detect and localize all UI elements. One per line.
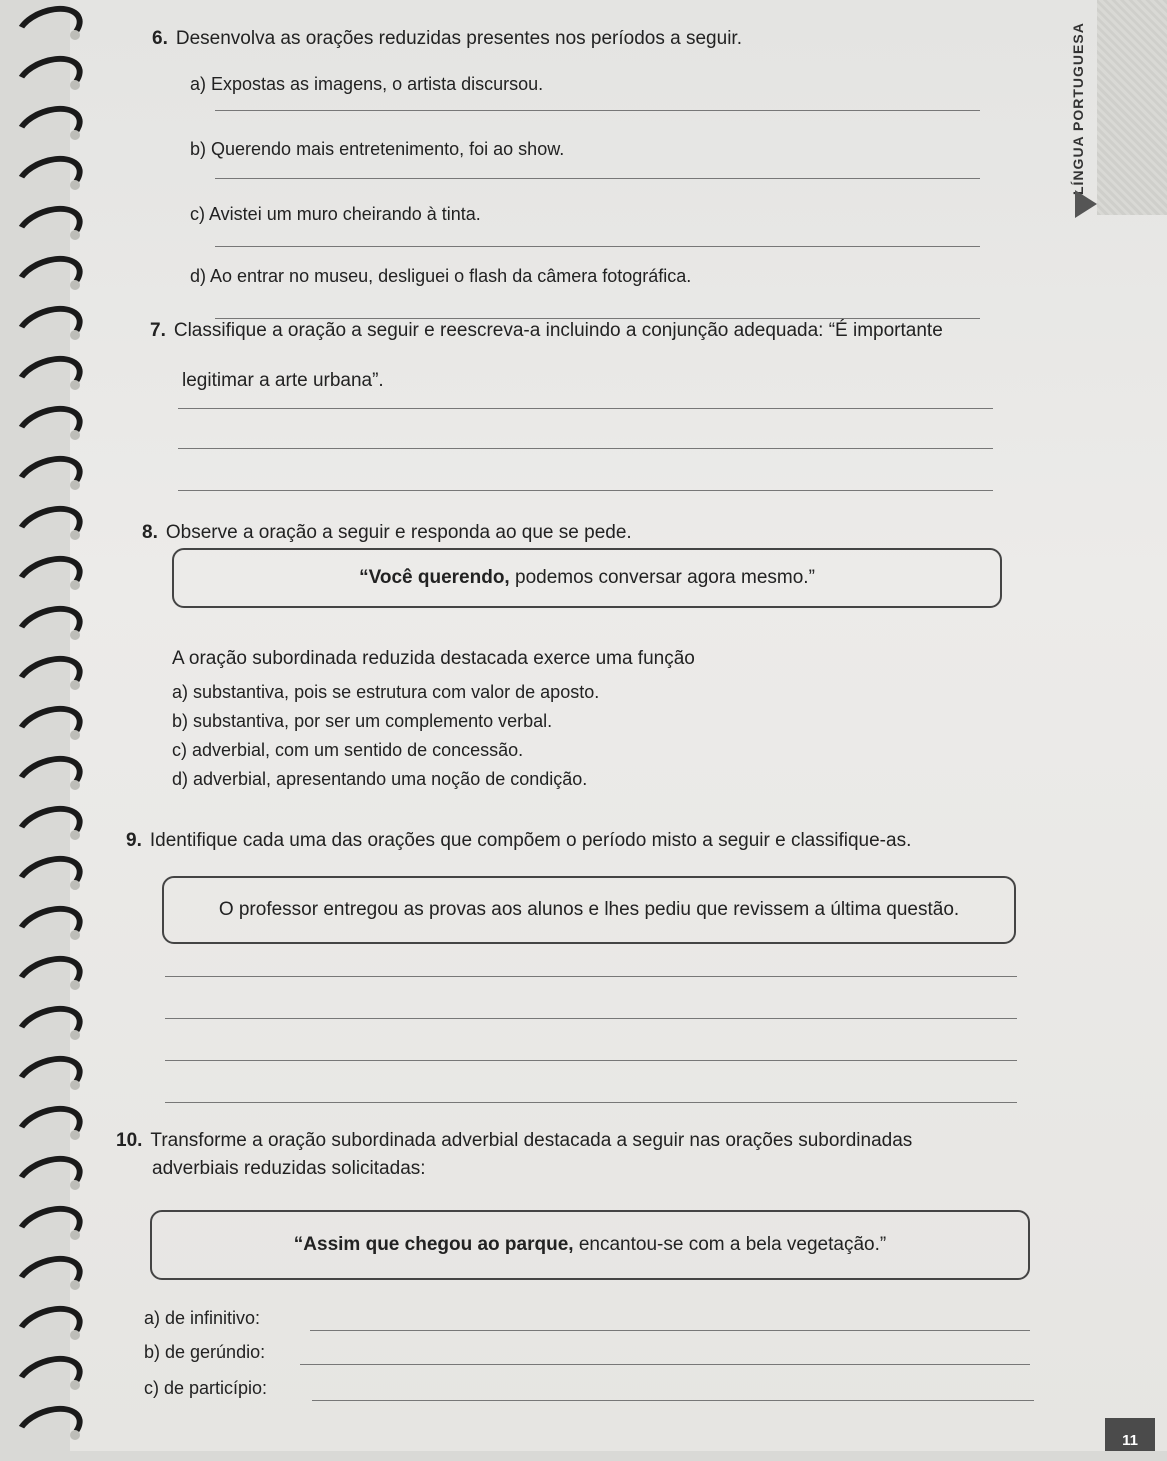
q6-item-c: c) Avistei um muro cheirando à tinta. — [190, 204, 481, 224]
q10-text-line2: adverbiais reduzidas solicitadas: — [152, 1158, 426, 1179]
q6-text: Desenvolva as orações reduzidas presentes nos períodos a seguir. — [175, 28, 742, 49]
q8-quote-rest: podemos conversar agora mesmo.” — [509, 567, 815, 588]
q7-answer-line-3[interactable] — [178, 490, 993, 491]
q10-quote-bold: “Assim que chegou ao parque, — [293, 1234, 574, 1255]
q9-prompt — [126, 830, 911, 852]
q8-quote-bold: “Você querendo, — [359, 567, 510, 588]
page-number: 11 — [1105, 1418, 1155, 1451]
q10-item-c: c) de particípio: — [144, 1378, 268, 1398]
q8-option-d[interactable]: d) adverbial, apresentando uma noção de condição. — [172, 769, 588, 789]
side-tab-label: LÍNGUA PORTUGUESA — [1070, 22, 1086, 195]
q9-answer-line-4[interactable] — [165, 1102, 1017, 1103]
q10-item-a: a) de infinitivo: — [144, 1308, 261, 1328]
q7-number: 7. — [150, 320, 166, 341]
q9-sentence-box — [162, 876, 1016, 944]
q10-answer-line-b[interactable] — [300, 1364, 1030, 1365]
q6-answer-line-c[interactable] — [215, 246, 980, 247]
q9-answer-line-1[interactable] — [165, 976, 1017, 977]
q8-text: Observe a oração a seguir e responda ao que se pede. — [165, 522, 632, 543]
q6-item-d: d) Ao entrar no museu, desliguei o flash da câmera fotográfica. — [190, 266, 692, 286]
q8-stem: A oração subordinada reduzida destacada exerce uma função — [172, 648, 695, 669]
q6-answer-line-d[interactable] — [215, 318, 980, 319]
q9-answer-line-3[interactable] — [165, 1060, 1017, 1061]
q6-prompt — [152, 28, 742, 50]
q9-answer-line-2[interactable] — [165, 1018, 1017, 1019]
q8-prompt — [142, 522, 632, 544]
q10-prompt — [116, 1130, 912, 1152]
q7-answer-line-1[interactable] — [178, 408, 993, 409]
q10-answer-line-a[interactable] — [310, 1330, 1030, 1331]
q9-sentence: O professor entregou as provas aos alunos e lhes pediu que revissem a última questão. — [218, 899, 960, 920]
q8-number: 8. — [142, 522, 158, 543]
q8-option-a[interactable]: a) substantiva, pois se estrutura com valor de aposto. — [172, 682, 600, 702]
q10-text-line1: Transforme a oração subordinada adverbial destacada a seguir nas orações subordinadas — [150, 1130, 913, 1151]
q7-prompt — [150, 320, 943, 342]
q8-quote-box — [172, 548, 1002, 608]
q6-answer-line-b[interactable] — [215, 178, 980, 179]
q10-number: 10. — [116, 1130, 143, 1151]
q9-text: Identifique cada uma das orações que compõem o período misto a seguir e classifique-as. — [149, 830, 912, 851]
q10-quote-rest: encantou-se com a bela vegetação.” — [573, 1234, 887, 1255]
q9-number: 9. — [126, 830, 142, 851]
q7-answer-line-2[interactable] — [178, 448, 993, 449]
q8-option-c[interactable]: c) adverbial, com um sentido de concessão. — [172, 740, 524, 760]
q10-answer-line-c[interactable] — [312, 1400, 1034, 1401]
q6-answer-line-a[interactable] — [215, 110, 980, 111]
q10-quote-box — [150, 1210, 1030, 1280]
q10-item-b: b) de gerúndio: — [144, 1342, 266, 1362]
q7-text-line1: Classifique a oração a seguir e reescreva-a incluindo a conjunção adequada: “É importante — [173, 320, 943, 341]
q6-item-b: b) Querendo mais entretenimento, foi ao show. — [190, 139, 565, 159]
q6-item-a: a) Expostas as imagens, o artista discursou. — [190, 74, 544, 94]
q8-option-b[interactable]: b) substantiva, por ser um complemento verbal. — [172, 711, 553, 731]
q6-number: 6. — [152, 28, 168, 49]
q7-text-line2: legitimar a arte urbana”. — [182, 370, 384, 391]
